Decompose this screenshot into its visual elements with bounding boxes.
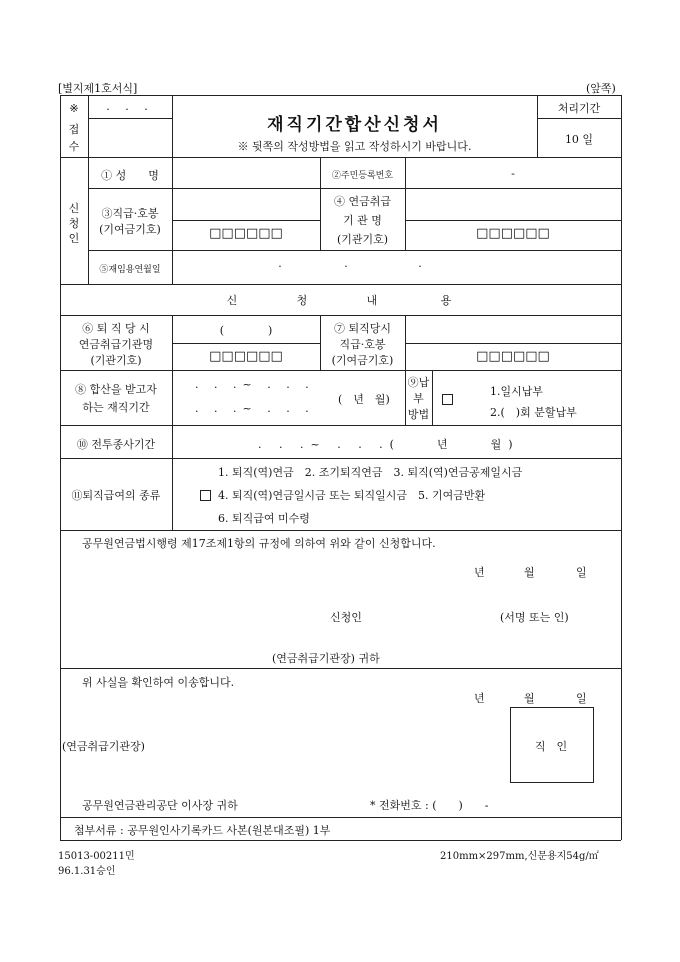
applicant-signature[interactable]: (서명 또는 인) xyxy=(500,611,569,624)
benefit-checkbox[interactable] xyxy=(200,490,211,501)
processing-value: 10 일 xyxy=(564,133,594,146)
applicant-sign-label: 신청인 xyxy=(330,611,362,624)
retire-agency-label-1: ⑥ 퇴 직 당 시 xyxy=(82,322,150,335)
name-field[interactable] xyxy=(174,160,318,186)
retire-agency-label-2: 연금취급기관명 xyxy=(78,338,154,351)
rrn-label: ②주민등록번호 xyxy=(331,171,394,181)
rehire-dot-3: · xyxy=(418,260,422,273)
benefit-option-line-2[interactable]: 4. 퇴직(역)연금일시금 또는 퇴직일시금 5. 기여금반환 xyxy=(218,489,486,502)
confirm-year[interactable]: 년 xyxy=(474,692,485,705)
rank-label-1: ③직급·호봉 xyxy=(101,207,159,220)
request-char-2: 청 xyxy=(296,294,308,307)
declaration-month[interactable]: 월 xyxy=(524,566,535,579)
agency-field[interactable] xyxy=(407,191,619,218)
retire-agency-code-boxes[interactable]: □□□□□□ xyxy=(209,349,283,364)
period-label-2: 하는 재직기간 xyxy=(82,401,150,414)
receipt-char-2: 수 xyxy=(68,140,80,153)
agency-label-1: ④ 연금취급 xyxy=(333,195,391,208)
page-side: (앞쪽) xyxy=(586,82,616,95)
payment-label-2: 부 xyxy=(413,392,424,405)
period-years[interactable]: ( 년 월) xyxy=(338,393,390,406)
retire-rank-code-boxes[interactable]: □□□□□□ xyxy=(476,349,550,364)
confirm-addressee: 공무원연금관리공단 이사장 귀하 xyxy=(82,799,238,812)
retire-agency-field[interactable]: ( ) xyxy=(219,324,273,337)
confirm-text: 위 사실을 확인하여 이송합니다. xyxy=(82,676,235,689)
name-label: ① 성 명 xyxy=(101,169,159,182)
declaration-text: 공무원연금법시행령 제17조제1항의 규정에 의하여 위와 같이 신청합니다. xyxy=(82,537,436,550)
official-seal-label: 직 인 xyxy=(534,740,568,753)
benefit-option-line-3[interactable]: 6. 퇴직급여 미수령 xyxy=(218,512,310,525)
agency-label-3: (기관기호) xyxy=(336,233,389,246)
receipt-char-1: 접 xyxy=(68,123,80,136)
rrn-field[interactable]: - xyxy=(511,167,515,180)
payment-label-3: 방법 xyxy=(407,408,430,421)
declaration-day[interactable]: 일 xyxy=(576,566,587,579)
processing-label: 처리기간 xyxy=(557,102,601,115)
payment-label-1: ⑨납 xyxy=(407,376,430,389)
prior-service-field[interactable]: . . .~ . . .( 년 월) xyxy=(258,438,520,451)
retire-rank-field[interactable] xyxy=(407,317,619,341)
rank-code-boxes[interactable]: □□□□□□ xyxy=(209,226,283,241)
form-number: [별지제1호서식] xyxy=(58,82,138,95)
confirm-agency-head: (연금취급기관장) xyxy=(62,740,145,753)
confirm-month[interactable]: 월 xyxy=(524,692,535,705)
declaration-year[interactable]: 년 xyxy=(474,566,485,579)
rank-field[interactable] xyxy=(174,191,318,218)
form-title: 재직기간합산신청서 xyxy=(267,115,442,135)
benefit-type-label: ⑪퇴직급여의 종류 xyxy=(71,489,161,502)
retire-rank-label-2: 직급·호봉 xyxy=(339,338,386,351)
retire-rank-label-3: (기여금기호) xyxy=(331,354,394,367)
rehire-dot-2: · xyxy=(344,260,348,273)
declaration-addressee: (연금취급기관장) 귀하 xyxy=(272,652,380,665)
rehire-date-field[interactable] xyxy=(174,252,619,282)
rehire-dot-1: · xyxy=(278,260,282,273)
receipt-mark: ※ xyxy=(69,102,79,115)
attachment-note: 첨부서류 : 공무원인사기록카드 사본(원본대조필) 1부 xyxy=(74,824,331,837)
rehire-date-label: ⑤재임용연월일 xyxy=(99,265,161,275)
payment-option-1[interactable]: 1.일시납부 xyxy=(490,385,543,398)
payment-checkbox[interactable] xyxy=(442,394,453,405)
phone-number[interactable]: * 전화번호 : ( ) - xyxy=(370,799,489,812)
period-line-2[interactable]: . . .~ . . . xyxy=(195,402,315,415)
request-char-4: 용 xyxy=(440,294,452,307)
agency-label-2: 기 관 명 xyxy=(343,214,382,227)
confirm-day[interactable]: 일 xyxy=(576,692,587,705)
applicant-char-2: 청 xyxy=(68,217,80,230)
prior-service-label: ⑩ 전투종사기간 xyxy=(76,438,156,451)
rank-label-2: (기여금기호) xyxy=(99,223,161,236)
payment-option-2[interactable]: 2.( )회 분할납부 xyxy=(490,406,577,419)
benefit-option-line-1[interactable]: 1. 퇴직(역)연금 2. 조기퇴직연금 3. 퇴직(역)연금공제일시금 xyxy=(218,466,523,479)
request-char-3: 내 xyxy=(366,294,378,307)
request-char-1: 신 xyxy=(226,294,238,307)
receipt-date-dots[interactable]: . . . xyxy=(106,100,154,113)
retire-agency-label-3: (기관기호) xyxy=(90,354,142,367)
applicant-char-3: 인 xyxy=(68,232,80,245)
applicant-char-1: 신 xyxy=(68,202,80,215)
form-code: 15013-00211민 xyxy=(58,851,135,862)
agency-code-boxes[interactable]: □□□□□□ xyxy=(476,226,550,241)
period-line-1[interactable]: . . .~ . . . xyxy=(195,378,315,391)
paper-spec: 210mm×297mm,신문용지54g/㎡ xyxy=(440,851,599,862)
form-subtitle: ※ 뒷쪽의 작성방법을 읽고 작성하시기 바랍니다. xyxy=(237,140,472,153)
period-label-1: ⑧ 합산을 받고자 xyxy=(75,383,157,396)
retire-rank-label-1: ⑦ 퇴직당시 xyxy=(333,322,391,335)
approval-date: 96.1.31승인 xyxy=(58,866,116,877)
